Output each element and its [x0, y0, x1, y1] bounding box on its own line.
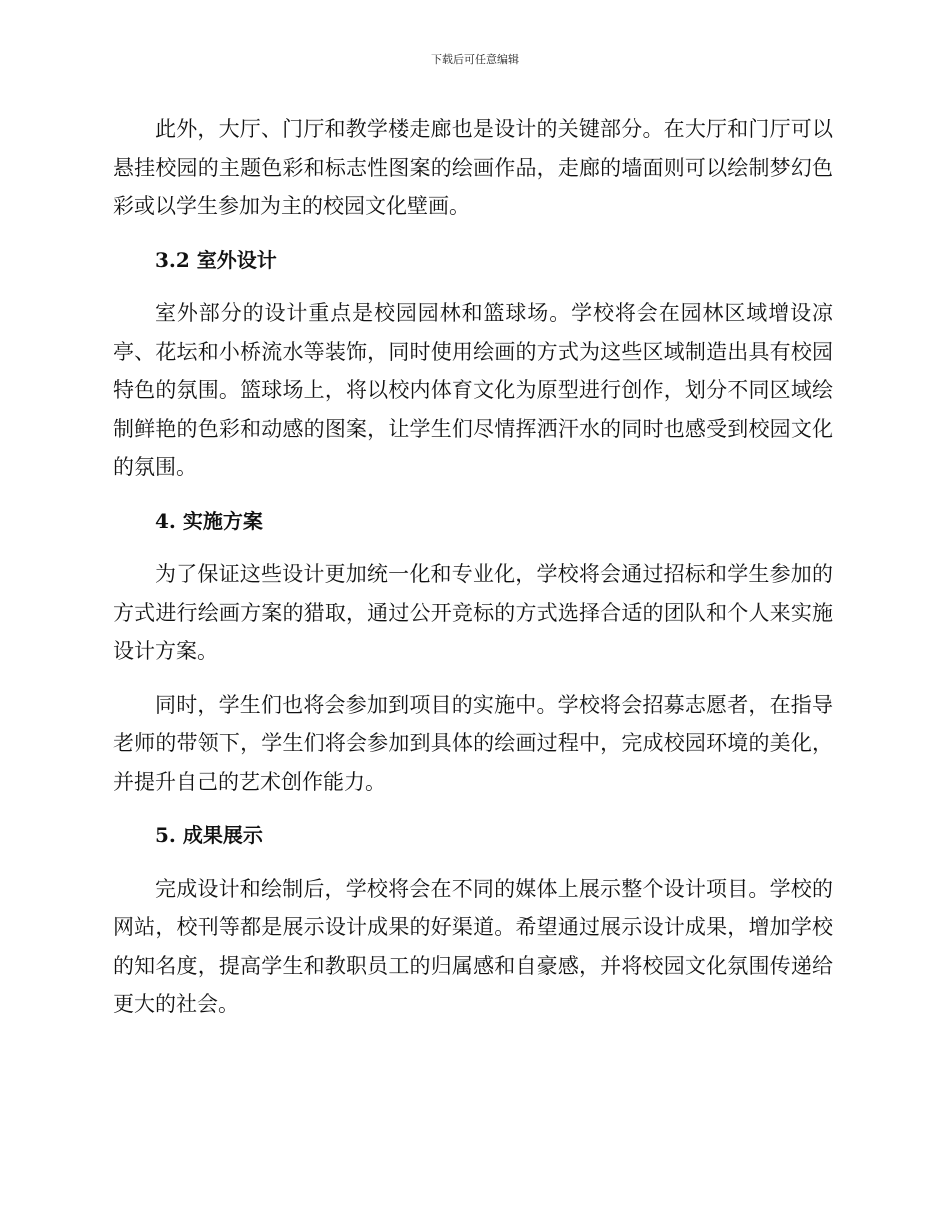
section-heading-implementation: 4. 实施方案: [155, 508, 263, 533]
paragraph-lobby-corridor: 此外，大厅、门厅和教学楼走廊也是设计的关键部分。在大厅和门厅可以悬挂校园的主题色彩和标志性图案的绘画作品，走廊的墙面则可以绘制梦幻色彩或以学生参加为主的校园文化壁画。: [113, 117, 833, 218]
paragraph-results-display: 完成设计和绘制后，学校将会在不同的媒体上展示整个设计项目。学校的网站，校刊等都是展示设计成果的好渠道。希望通过展示设计成果，增加学校的知名度，提高学生和教职员工的归属感和自豪感，并将校园文化氛围传递给更大的社会。: [113, 876, 833, 1016]
section-heading-results: 5. 成果展示: [155, 823, 263, 847]
paragraph-student-participation: 同时，学生们也将会参加到项目的实施中。学校将会招募志愿者，在指导老师的带领下，学生们将会参加到具体的绘画过程中，完成校园环境的美化，并提升自己的艺术创作能力。: [113, 692, 833, 794]
page-header: 下载后可任意编辑: [431, 53, 519, 66]
section-heading-outdoor-design: 3.2 室外设计: [155, 247, 277, 272]
paragraph-implementation-bidding: 为了保证这些设计更加统一化和专业化，学校将会通过招标和学生参加的方式进行绘画方案的猎取，通过公开竞标的方式选择合适的团队和个人来实施设计方案。: [113, 562, 833, 663]
paragraph-outdoor-design: 室外部分的设计重点是校园园林和篮球场。学校将会在园林区域增设凉亭、花坛和小桥流水等装饰，同时使用绘画的方式为这些区域制造出具有校园特色的氛围。篮球场上，将以校内体育文化为原型进行创作，划分不同区域绘制鲜艳的色彩和动感的图案，让学生们尽情挥洒汗水的同时也感受到校园文化的氛围。: [113, 301, 833, 479]
document-body: [113, 110, 833, 1039]
